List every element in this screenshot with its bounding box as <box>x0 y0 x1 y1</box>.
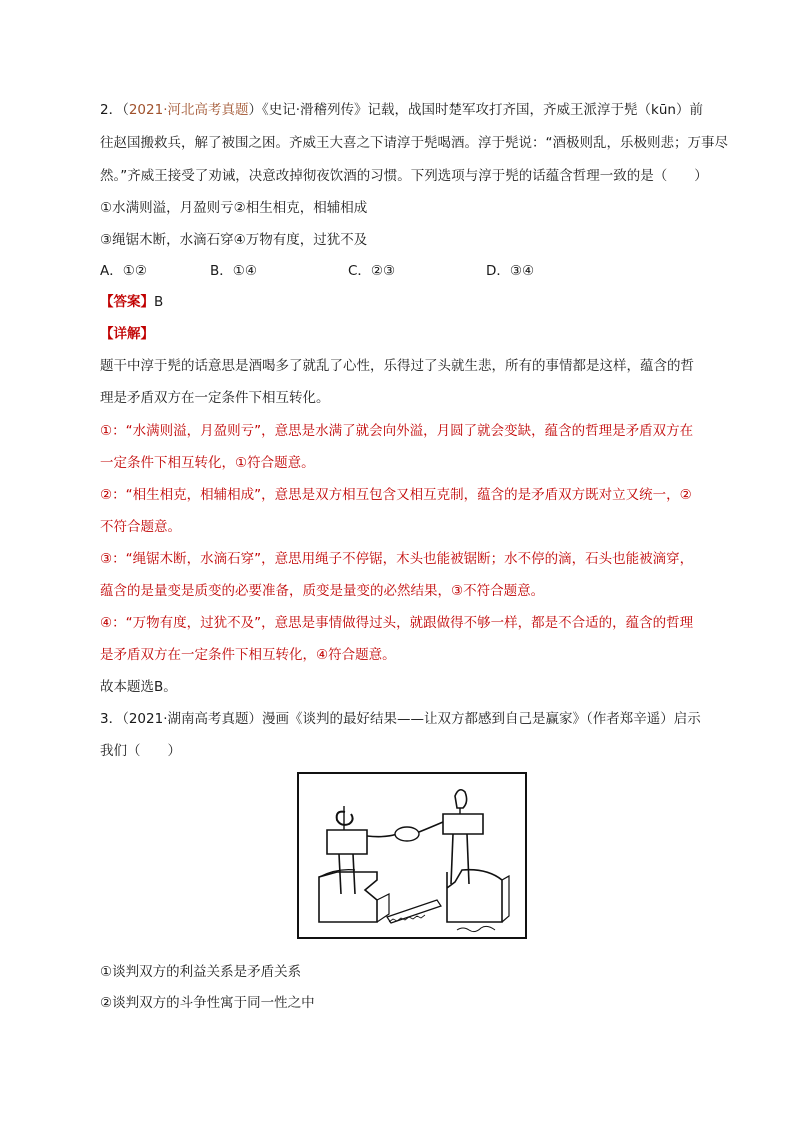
answer-value: B <box>154 294 164 310</box>
option-d: D．③④ <box>486 263 535 279</box>
q2-source: 2021·河北高考真题 <box>128 102 249 118</box>
q2-stem-1: ）《史记·滑稽列传》记载，战国时楚军攻打齐国，齐威王派淳于髡（kūn）前 <box>248 102 703 118</box>
q3-item-1: ①谈判双方的利益关系是矛盾关系 <box>100 964 302 980</box>
explain-3b: 蕴含的是量变是质变的必要准备，质变是量变的必然结果，③不符合题意。 <box>100 583 545 599</box>
detail-line-2: 理是矛盾双方在一定条件下相互转化。 <box>100 390 330 406</box>
q2-stem-3: 然。”齐威王接受了劝诫，决意改掉彻夜饮酒的习惯。下列选项与淳于髡的话蕴含哲理一致的是（ ） <box>100 168 708 184</box>
conclusion: 故本题选B。 <box>100 679 177 695</box>
explain-2a: ②：“相生相克，相辅相成”，意思是双方相互包含又相互克制，蕴含的是矛盾双方既对立又统一，② <box>100 487 692 503</box>
explain-4b: 是矛盾双方在一定条件下相互转化，④符合题意。 <box>100 647 396 663</box>
q2-items-2: ③绳锯木断，水滴石穿④万物有度，过犹不及 <box>100 232 368 248</box>
negotiation-cartoon <box>297 772 527 939</box>
q3-stem-2: 我们（ ） <box>100 743 181 759</box>
q2-options <box>100 261 620 281</box>
detail-tag: 【详解】 <box>100 326 154 342</box>
option-c: C．②③ <box>348 263 396 279</box>
explain-3a: ③：“绳锯木断，水滴石穿”，意思用绳子不停锯，木头也能被锯断；水不停的滴，石头也能被滴穿， <box>100 551 694 567</box>
explain-1a: ①：“水满则溢，月盈则亏”，意思是水满了就会向外溢，月圆了就会变缺，蕴含的哲理是矛盾双方在 <box>100 423 694 439</box>
option-a: A．①② <box>100 263 147 279</box>
q2-number: 2．（ <box>100 102 129 118</box>
q2-line-1 <box>100 100 703 120</box>
explain-2b: 不符合题意。 <box>100 519 181 535</box>
option-b: B．①④ <box>210 263 257 279</box>
explain-1b: 一定条件下相互转化，①符合题意。 <box>100 455 315 471</box>
answer-line <box>100 292 163 312</box>
explain-4a: ④：“万物有度，过犹不及”，意思是事情做得过头，就跟做得不够一样，都是不合适的，蕴含的哲理 <box>100 615 694 631</box>
q3-item-2: ②谈判双方的斗争性寓于同一性之中 <box>100 995 315 1011</box>
q2-items-1: ①水满则溢，月盈则亏②相生相克，相辅相成 <box>100 200 368 216</box>
answer-tag: 【答案】 <box>100 294 154 310</box>
detail-line-1: 题干中淳于髡的话意思是酒喝多了就乱了心性，乐得过了头就生悲，所有的事情都是这样，蕴含的哲 <box>100 358 694 374</box>
q3-stem-1: 3．（2021·湖南高考真题）漫画《谈判的最好结果——让双方都感到自己是赢家》（作者郑辛遥）启示 <box>100 711 701 727</box>
q2-stem-2: 往赵国搬救兵，解了被围之困。齐威王大喜之下请淳于髡喝酒。淳于髡说：“酒极则乱，乐极则悲；万事尽 <box>100 135 728 151</box>
